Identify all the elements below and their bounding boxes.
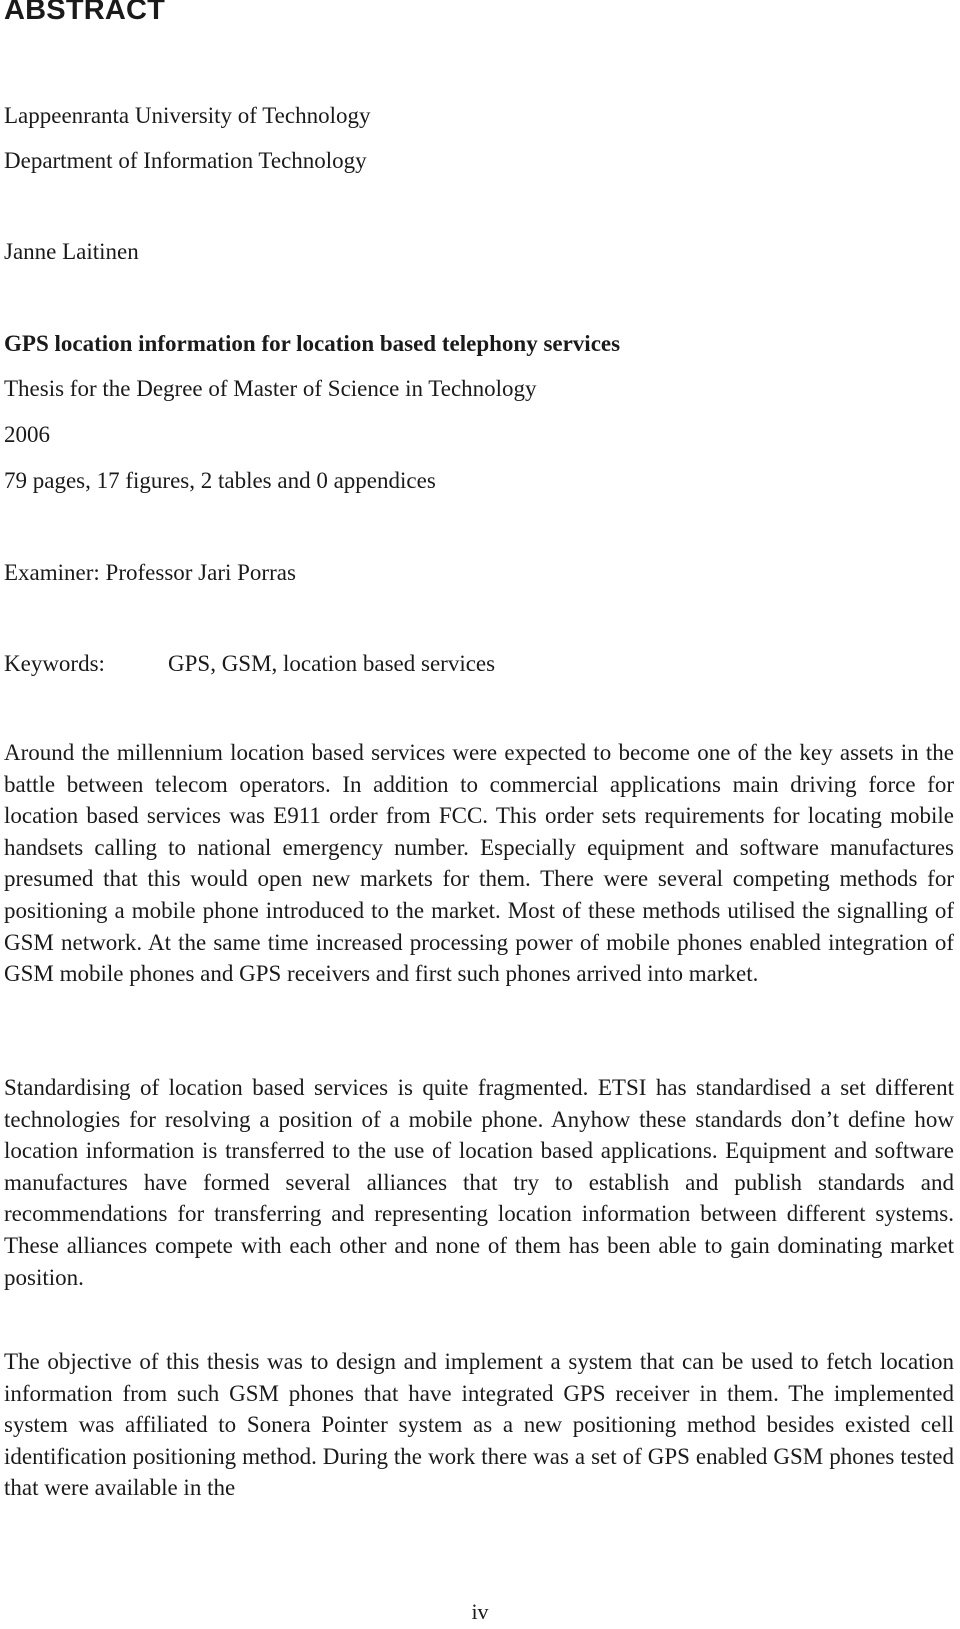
abstract-paragraph-1: Around the millennium location based services were expected to become one of the key assets in the battle between telecom operators. In addition to commercial applications main driving force for location based services was E911 order from FCC. This order sets requirements for locating mobile handsets calling to national emergency number. Especially equipment and software manufactures presumed that this would open new markets for them. There were several competing methods for positioning a mobile phone introduced to the market. Most of these methods utilised the signalling of GSM network. At the same time increased processing power of mobile phones enabled integration of GSM mobile phones and GPS receivers and first such phones arrived into market. (4, 740, 954, 987)
year-line: 2006 (4, 422, 50, 447)
abstract-paragraph-2: Standardising of location based services is quite fragmented. ETSI has standardised a set different technologies for resolving a position of a mobile phone. Anyhow these standards don’t define how location information is transferred to the use of location based applications. Equipment and software manufactures have formed several alliances that try to establish and publish standards and recommendations for transferring and representing location information between different systems. These alliances compete with each other and none of them has been able to gain dominating market position. (4, 1075, 954, 1290)
thesis-title: GPS location information for location based telephony services (4, 331, 621, 356)
keywords-value: GPS, GSM, location based services (168, 651, 496, 676)
abstract-paragraph-3: The objective of this thesis was to design and implement a system that can be used to fetch location information from such GSM phones that have integrated GPS receiver in them. The implemented system was affiliated to Sonera Pointer system as a new positioning method besides existed cell identification positioning method. During the work there was a set of GPS enabled GSM phones tested that were available in the (4, 1349, 954, 1501)
extent-line: 79 pages, 17 figures, 2 tables and 0 appendices (4, 468, 436, 493)
examiner-line: Examiner: Professor Jari Porras (4, 560, 296, 585)
author-line: Janne Laitinen (4, 239, 139, 264)
page-number: iv (471, 1599, 489, 1624)
keywords-row (4, 650, 904, 678)
university-line: Lappeenranta University of Technology (4, 103, 371, 128)
abstract-heading: ABSTRACT (4, 0, 166, 26)
department-line: Department of Information Technology (4, 148, 367, 173)
keywords-label: Keywords: (4, 651, 105, 676)
degree-line: Thesis for the Degree of Master of Science in Technology (4, 376, 537, 401)
